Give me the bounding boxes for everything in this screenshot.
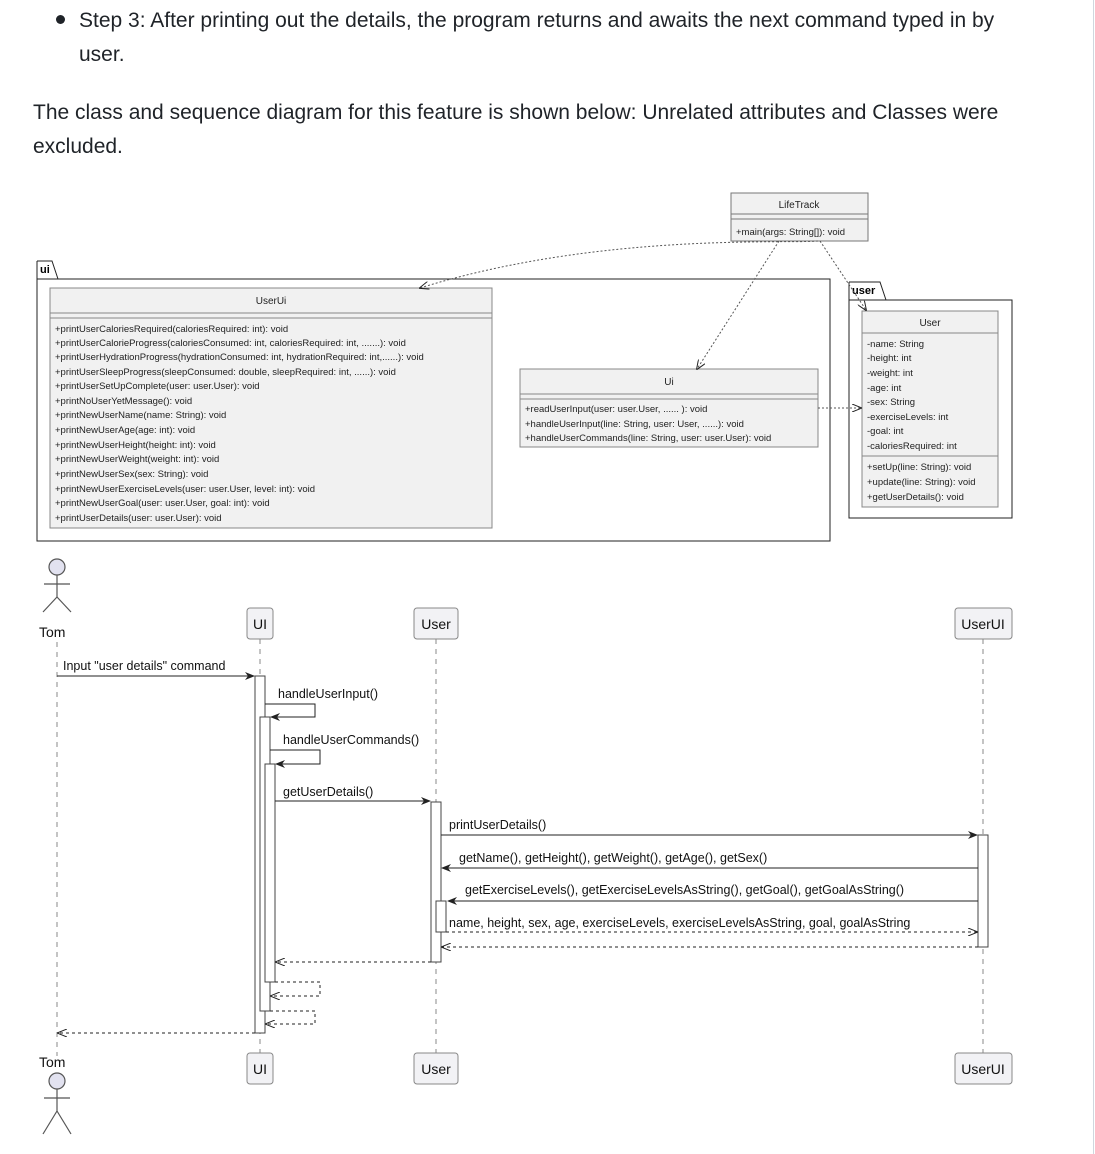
step3-text: Step 3: After printing out the details, the program returns and awaits the next command typed in by user.: [79, 9, 995, 66]
actor-tom-top: [43, 559, 71, 612]
participant-user-top: [414, 608, 458, 639]
userui-method: +printUserDetails(user: user.User): void: [55, 513, 222, 524]
user-attribute: -weight: int: [867, 368, 913, 379]
actor-head: [49, 1073, 65, 1089]
msg-label-get-exercise: getExerciseLevels(), getExerciseLevelsAsString(), getGoal(), getGoalAsString(): [465, 883, 905, 897]
user-method: +update(line: String): void: [867, 477, 976, 488]
actor-tom-bottom: [43, 1073, 71, 1134]
participant-user-label: User: [421, 1061, 451, 1077]
activation-ui-3: [265, 764, 275, 982]
msg-label-get-user-details: getUserDetails(): [283, 785, 374, 799]
userui-method: +printNewUserHeight(height: int): void: [55, 440, 216, 451]
ui-class-title: Ui: [664, 377, 674, 388]
userui-method: +printUserHydrationProgress(hydrationConsumed: int, hydrationRequired: int,......): void: [55, 352, 424, 363]
msg-label-handle-user-commands: handleUserCommands(): [283, 733, 420, 747]
actor-tom-bottom-label: Tom: [39, 1054, 66, 1070]
participant-user-bottom: [414, 1053, 458, 1084]
msg-handle-user-commands: [270, 750, 320, 764]
intro-paragraph: The class and sequence diagram for this feature is shown below: Unrelated attributes and Classes were excluded.: [33, 101, 999, 158]
participant-userui-label: UserUI: [961, 616, 1005, 632]
user-attribute: -exerciseLevels: int: [867, 412, 949, 423]
participant-userui-bottom: [955, 1053, 1012, 1084]
ui-package-label: ui: [40, 264, 50, 276]
user-attribute: -goal: int: [867, 426, 904, 437]
userui-method: +printUserSetUpComplete(user: user.User): void: [55, 381, 260, 392]
user-method: +setUp(line: String): void: [867, 462, 972, 473]
user-attribute: -name: String: [867, 339, 925, 350]
userui-method: +printNewUserName(name: String): void: [55, 410, 227, 421]
participant-userui-top: [955, 608, 1012, 639]
actor-tom-top-label: Tom: [39, 624, 66, 640]
user-attribute: -height: int: [867, 353, 912, 364]
participant-ui-top: [247, 608, 273, 639]
participant-ui-bottom: [247, 1053, 273, 1084]
userui-method: +printNewUserAge(age: int): void: [55, 425, 196, 436]
activation-userui-1: [978, 835, 988, 947]
user-attribute: -sex: String: [867, 397, 916, 408]
userui-method: +printNoUserYetMessage(): void: [55, 396, 193, 407]
msg-label-return-values: name, height, sex, age, exerciseLevels, exerciseLevelsAsString, goal, goalAsString: [449, 916, 911, 930]
msg-label-print-user-details: printUserDetails(): [449, 818, 547, 832]
userui-method: +printNewUserWeight(weight: int): void: [55, 454, 220, 465]
activation-user-2: [436, 901, 446, 932]
lifetrack-title: LifeTrack: [778, 200, 820, 211]
userui-method: +printUserSleepProgress(sleepConsumed: double, sleepRequired: int, ......): void: [55, 367, 396, 378]
msg-label-input-command: Input "user details" command: [63, 659, 226, 673]
participant-ui-label: UI: [253, 1061, 267, 1077]
msg-label-handle-user-input: handleUserInput(): [278, 687, 379, 701]
user-method: +getUserDetails(): void: [867, 492, 964, 503]
msg-handle-user-input: [265, 704, 315, 717]
lifetrack-class: [731, 193, 868, 241]
msg-label-get-basic: getName(), getHeight(), getWeight(), getAge(), getSex(): [459, 851, 768, 865]
actor-head: [49, 559, 65, 575]
ui-method: +readUserInput(user: user.User, ...... ): void: [525, 404, 708, 415]
participant-user-label: User: [421, 616, 451, 632]
userui-method: +printNewUserExerciseLevels(user: user.User, level: int): void: [55, 484, 316, 495]
userui-class: [50, 288, 492, 528]
participant-ui-label: UI: [253, 616, 267, 632]
activation-user-1: [431, 802, 441, 962]
ui-class: [520, 369, 818, 447]
user-package-label: user: [852, 285, 876, 297]
lifetrack-main-method: +main(args: String[]): void: [736, 227, 846, 238]
user-class-title: User: [919, 318, 941, 329]
userui-method: +printNewUserSex(sex: String): void: [55, 469, 209, 480]
participant-userui-label: UserUI: [961, 1061, 1005, 1077]
ui-method: +handleUserCommands(line: String, user: user.User): void: [525, 433, 772, 444]
user-attribute: -caloriesRequired: int: [867, 441, 957, 452]
userui-method: +printUserCaloriesRequired(caloriesRequired: int): void: [55, 324, 289, 335]
user-class: [862, 311, 998, 507]
ret-handle-input: [266, 1011, 315, 1024]
userui-title: UserUi: [255, 296, 287, 307]
user-attribute: -age: int: [867, 383, 902, 394]
userui-method: +printNewUserGoal(user: user.User, goal: int): void: [55, 498, 270, 509]
userui-method: +printUserCalorieProgress(caloriesConsumed: int, caloriesRequired: int, .......): void: [55, 338, 406, 349]
ui-method: +handleUserInput(line: String, user: User, ......): void: [525, 419, 744, 430]
lifelines: [57, 639, 983, 1056]
ret-handle-commands: [271, 982, 320, 996]
